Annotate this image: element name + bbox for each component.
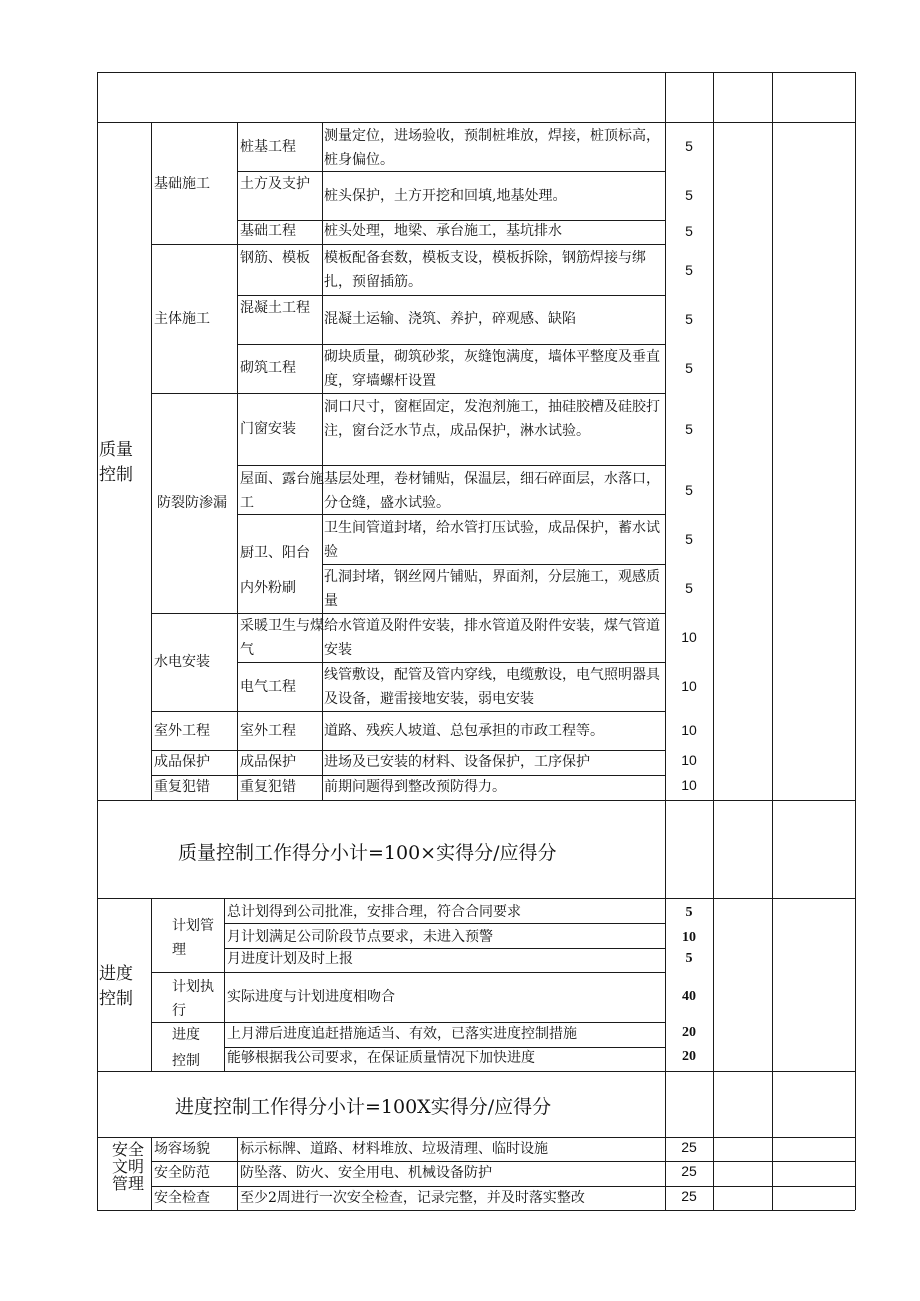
item-score: 20 xyxy=(682,1025,696,1040)
item-desc: 线管敷设，配管及管内穿线，电缆敷设，电气照明器具及设备，避雷接地安装，弱电安装 xyxy=(324,667,660,707)
item-score: 5 xyxy=(685,138,693,154)
item-desc: 砌块质量，砌筑砂浆，灰缝饱满度，墙体平整度及垂直度，穿墙螺杆设置 xyxy=(324,349,660,389)
item-score: 5 xyxy=(685,223,693,239)
item-desc: 总计划得到公司批准，安排合理，符合合同要求 xyxy=(227,904,521,920)
item-score: 10 xyxy=(681,629,697,645)
item-score: 5 xyxy=(685,311,693,327)
item-score: 5 xyxy=(685,531,693,547)
item-desc: 至少2周进行一次安全检查，记录完整，并及时落实整改 xyxy=(240,1190,585,1206)
rule xyxy=(151,122,152,800)
item-name: 内外粉刷 xyxy=(240,580,296,596)
item-desc: 桩头处理，地梁、承台施工，基坑排水 xyxy=(324,223,562,239)
rule xyxy=(322,122,323,800)
item-desc: 混凝土运输、浇筑、养护，碎观感、缺陷 xyxy=(324,311,576,327)
rule xyxy=(224,923,665,924)
item-desc: 前期问题得到整改预防得力。 xyxy=(324,779,506,795)
item-score: 5 xyxy=(685,421,693,437)
item-desc: 卫生间管道封堵，给水管打压试验，成品保护，蓄水试验 xyxy=(324,520,660,560)
item-desc: 孔洞封堵，钢丝网片铺贴，界面剂，分层施工，观感质量 xyxy=(324,569,660,609)
item-name: 重复犯错 xyxy=(240,779,296,795)
item-desc: 进场及已安装的材料、设备保护，工序保护 xyxy=(324,754,590,770)
item-desc: 实际进度与计划进度相吻合 xyxy=(227,989,395,1005)
item-desc: 月进度计划及时上报 xyxy=(227,951,353,967)
item-name: 室外工程 xyxy=(240,723,296,739)
item-name: 基础工程 xyxy=(240,223,296,239)
item-desc: 测量定位，进场验收，预制桩堆放，焊接，桩顶标高，桩身偏位。 xyxy=(324,128,660,168)
item-desc: 标示标牌、道路、材料堆放、垃圾清理、临时设施 xyxy=(240,1141,548,1157)
group-foundation: 基础施工 xyxy=(154,176,210,192)
item-score: 5 xyxy=(685,360,693,376)
rule xyxy=(151,972,665,973)
item-score: 5 xyxy=(685,580,693,596)
item-score: 5 xyxy=(685,187,693,203)
item-name: 钢筋、模板 xyxy=(240,250,310,266)
item-desc: 道路、残疾人坡道、总包承担的市政工程等。 xyxy=(324,723,604,739)
rule xyxy=(97,1210,855,1211)
rule xyxy=(237,122,238,800)
item-name: 场容场貌 xyxy=(154,1141,210,1157)
item-score: 5 xyxy=(685,905,693,920)
group-repeat: 重复犯错 xyxy=(154,779,210,795)
item-desc: 基层处理，卷材铺贴，保温层，细石碎面层，水落口，分仓缝，盛水试验。 xyxy=(324,471,660,511)
item-score: 10 xyxy=(681,678,697,694)
rule xyxy=(224,898,225,1071)
rule xyxy=(97,72,98,1210)
rule xyxy=(97,1071,855,1072)
item-desc: 洞口尺寸，窗框固定，发泡剂施工，抽硅胶槽及硅胶打注，窗台泛水节点，成品保护，淋水试验。 xyxy=(324,399,660,439)
category-quality: 质量 控制 xyxy=(99,440,133,485)
item-name: 电气工程 xyxy=(240,679,296,695)
item-score: 10 xyxy=(681,777,697,793)
item-name: 混凝土工程 xyxy=(240,300,310,316)
rule xyxy=(151,1137,152,1210)
category-progress: 进度 控制 xyxy=(99,964,133,1009)
item-score: 5 xyxy=(685,951,693,966)
rule xyxy=(713,72,714,1210)
rule xyxy=(237,465,665,466)
item-name: 安全防范 xyxy=(154,1165,210,1181)
group-structure: 主体施工 xyxy=(154,311,210,327)
group-plan-execution: 计划执 行 xyxy=(172,979,214,1019)
item-name: 厨卫、阳台 xyxy=(240,545,310,561)
rule xyxy=(97,122,855,123)
quality-subtotal: 质量控制工作得分小计=100×实得分/应得分 xyxy=(178,842,557,864)
item-name: 桩基工程 xyxy=(240,139,296,155)
rule xyxy=(855,72,856,1210)
item-desc: 月计划满足公司阶段节点要求，未进入预警 xyxy=(227,929,493,945)
rule xyxy=(151,711,665,712)
item-score: 10 xyxy=(681,722,697,738)
item-score: 5 xyxy=(685,482,693,498)
item-name: 成品保护 xyxy=(240,754,296,770)
item-score: 10 xyxy=(681,752,697,768)
item-desc: 上月滞后进度追赶措施适当、有效，已落实进度控制措施 xyxy=(227,1026,577,1042)
group-protection: 成品保护 xyxy=(154,754,210,770)
item-name: 土方及支护 xyxy=(240,176,310,192)
item-score: 10 xyxy=(682,930,696,945)
item-name: 砌筑工程 xyxy=(240,360,296,376)
rule xyxy=(97,800,855,801)
item-desc: 桩头保护，土方开挖和回填,地基处理。 xyxy=(324,188,567,204)
rule xyxy=(97,72,855,73)
item-score: 5 xyxy=(685,262,693,278)
rule xyxy=(151,898,152,1071)
item-name: 安全检查 xyxy=(154,1190,210,1206)
rule xyxy=(237,1137,238,1210)
group-outdoor: 室外工程 xyxy=(154,723,210,739)
group-waterproofing: 防裂防渗漏 xyxy=(157,495,227,511)
rule xyxy=(772,72,773,1210)
item-desc: 防坠落、防火、安全用电、机械设备防护 xyxy=(240,1165,492,1181)
item-name: 采暖卫生与煤气 xyxy=(240,618,324,658)
item-score: 25 xyxy=(681,1139,697,1155)
item-desc: 给水管道及附件安装，排水管道及附件安装，煤气管道安装 xyxy=(324,618,660,658)
item-score: 20 xyxy=(682,1049,696,1064)
category-safety: 安全 文明 管理 xyxy=(112,1141,144,1193)
item-name: 门窗安装 xyxy=(240,421,296,437)
item-score: 25 xyxy=(681,1163,697,1179)
group-plan-management: 计划管 理 xyxy=(172,918,214,958)
rule xyxy=(151,244,665,245)
item-desc: 模板配备套数，模板支设，模板拆除，钢筋焊接与绑扎，预留插筋。 xyxy=(324,250,646,290)
group-mep: 水电安装 xyxy=(154,654,210,670)
rule xyxy=(97,898,855,899)
item-score: 25 xyxy=(681,1188,697,1204)
group-progress-control: 进度 控制 xyxy=(172,1027,200,1069)
item-score: 40 xyxy=(682,989,696,1004)
item-desc: 能够根据我公司要求，在保证质量情况下加快进度 xyxy=(227,1050,535,1066)
rule xyxy=(151,393,665,394)
item-name: 屋面、露台施工 xyxy=(240,471,324,511)
progress-subtotal: 进度控制工作得分小计=100X实得分/应得分 xyxy=(175,1096,552,1118)
